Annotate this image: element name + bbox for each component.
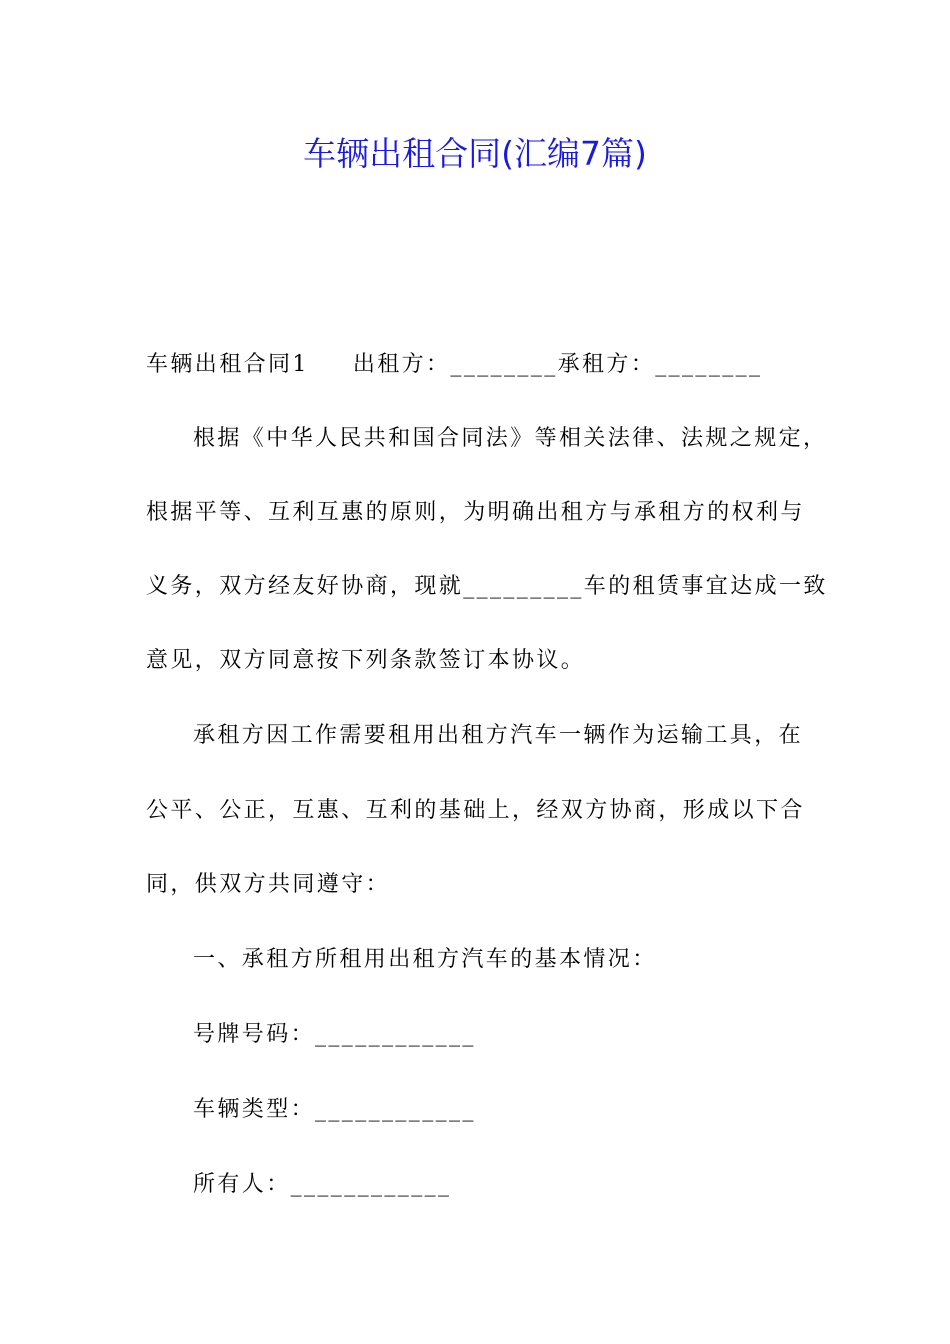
party-fields: 出租方：________承租方：________ xyxy=(352,352,763,377)
section-label: 车辆出租合同1 xyxy=(146,352,309,377)
header-line xyxy=(146,347,762,378)
paragraph-line: 根据平等、互利互惠的原则，为明确出租方与承租方的权利与 xyxy=(146,500,805,525)
paragraph-line: 承租方因工作需要租用出租方汽车一辆作为运输工具，在 xyxy=(193,723,804,748)
paragraph-line: 意见，双方同意按下列条款签订本协议。 xyxy=(146,648,586,673)
document-title: 车辆出租合同(汇编7篇) xyxy=(303,134,647,173)
field-vehicle-type: 车辆类型：____________ xyxy=(193,1097,476,1122)
paragraph-line: 公平、公正，互惠、互利的基础上，经双方协商，形成以下合 xyxy=(146,798,805,823)
field-plate-number: 号牌号码：____________ xyxy=(193,1022,476,1047)
paragraph-line: 同，供双方共同遵守： xyxy=(146,872,391,897)
section-heading: 一、承租方所租用出租方汽车的基本情况： xyxy=(193,947,657,972)
field-owner: 所有人：____________ xyxy=(193,1172,452,1197)
paragraph-line: 根据《中华人民共和国合同法》等相关法律、法规之规定， xyxy=(193,426,828,451)
paragraph-line: 义务，双方经友好协商，现就_________车的租赁事宜达成一致 xyxy=(146,574,828,599)
